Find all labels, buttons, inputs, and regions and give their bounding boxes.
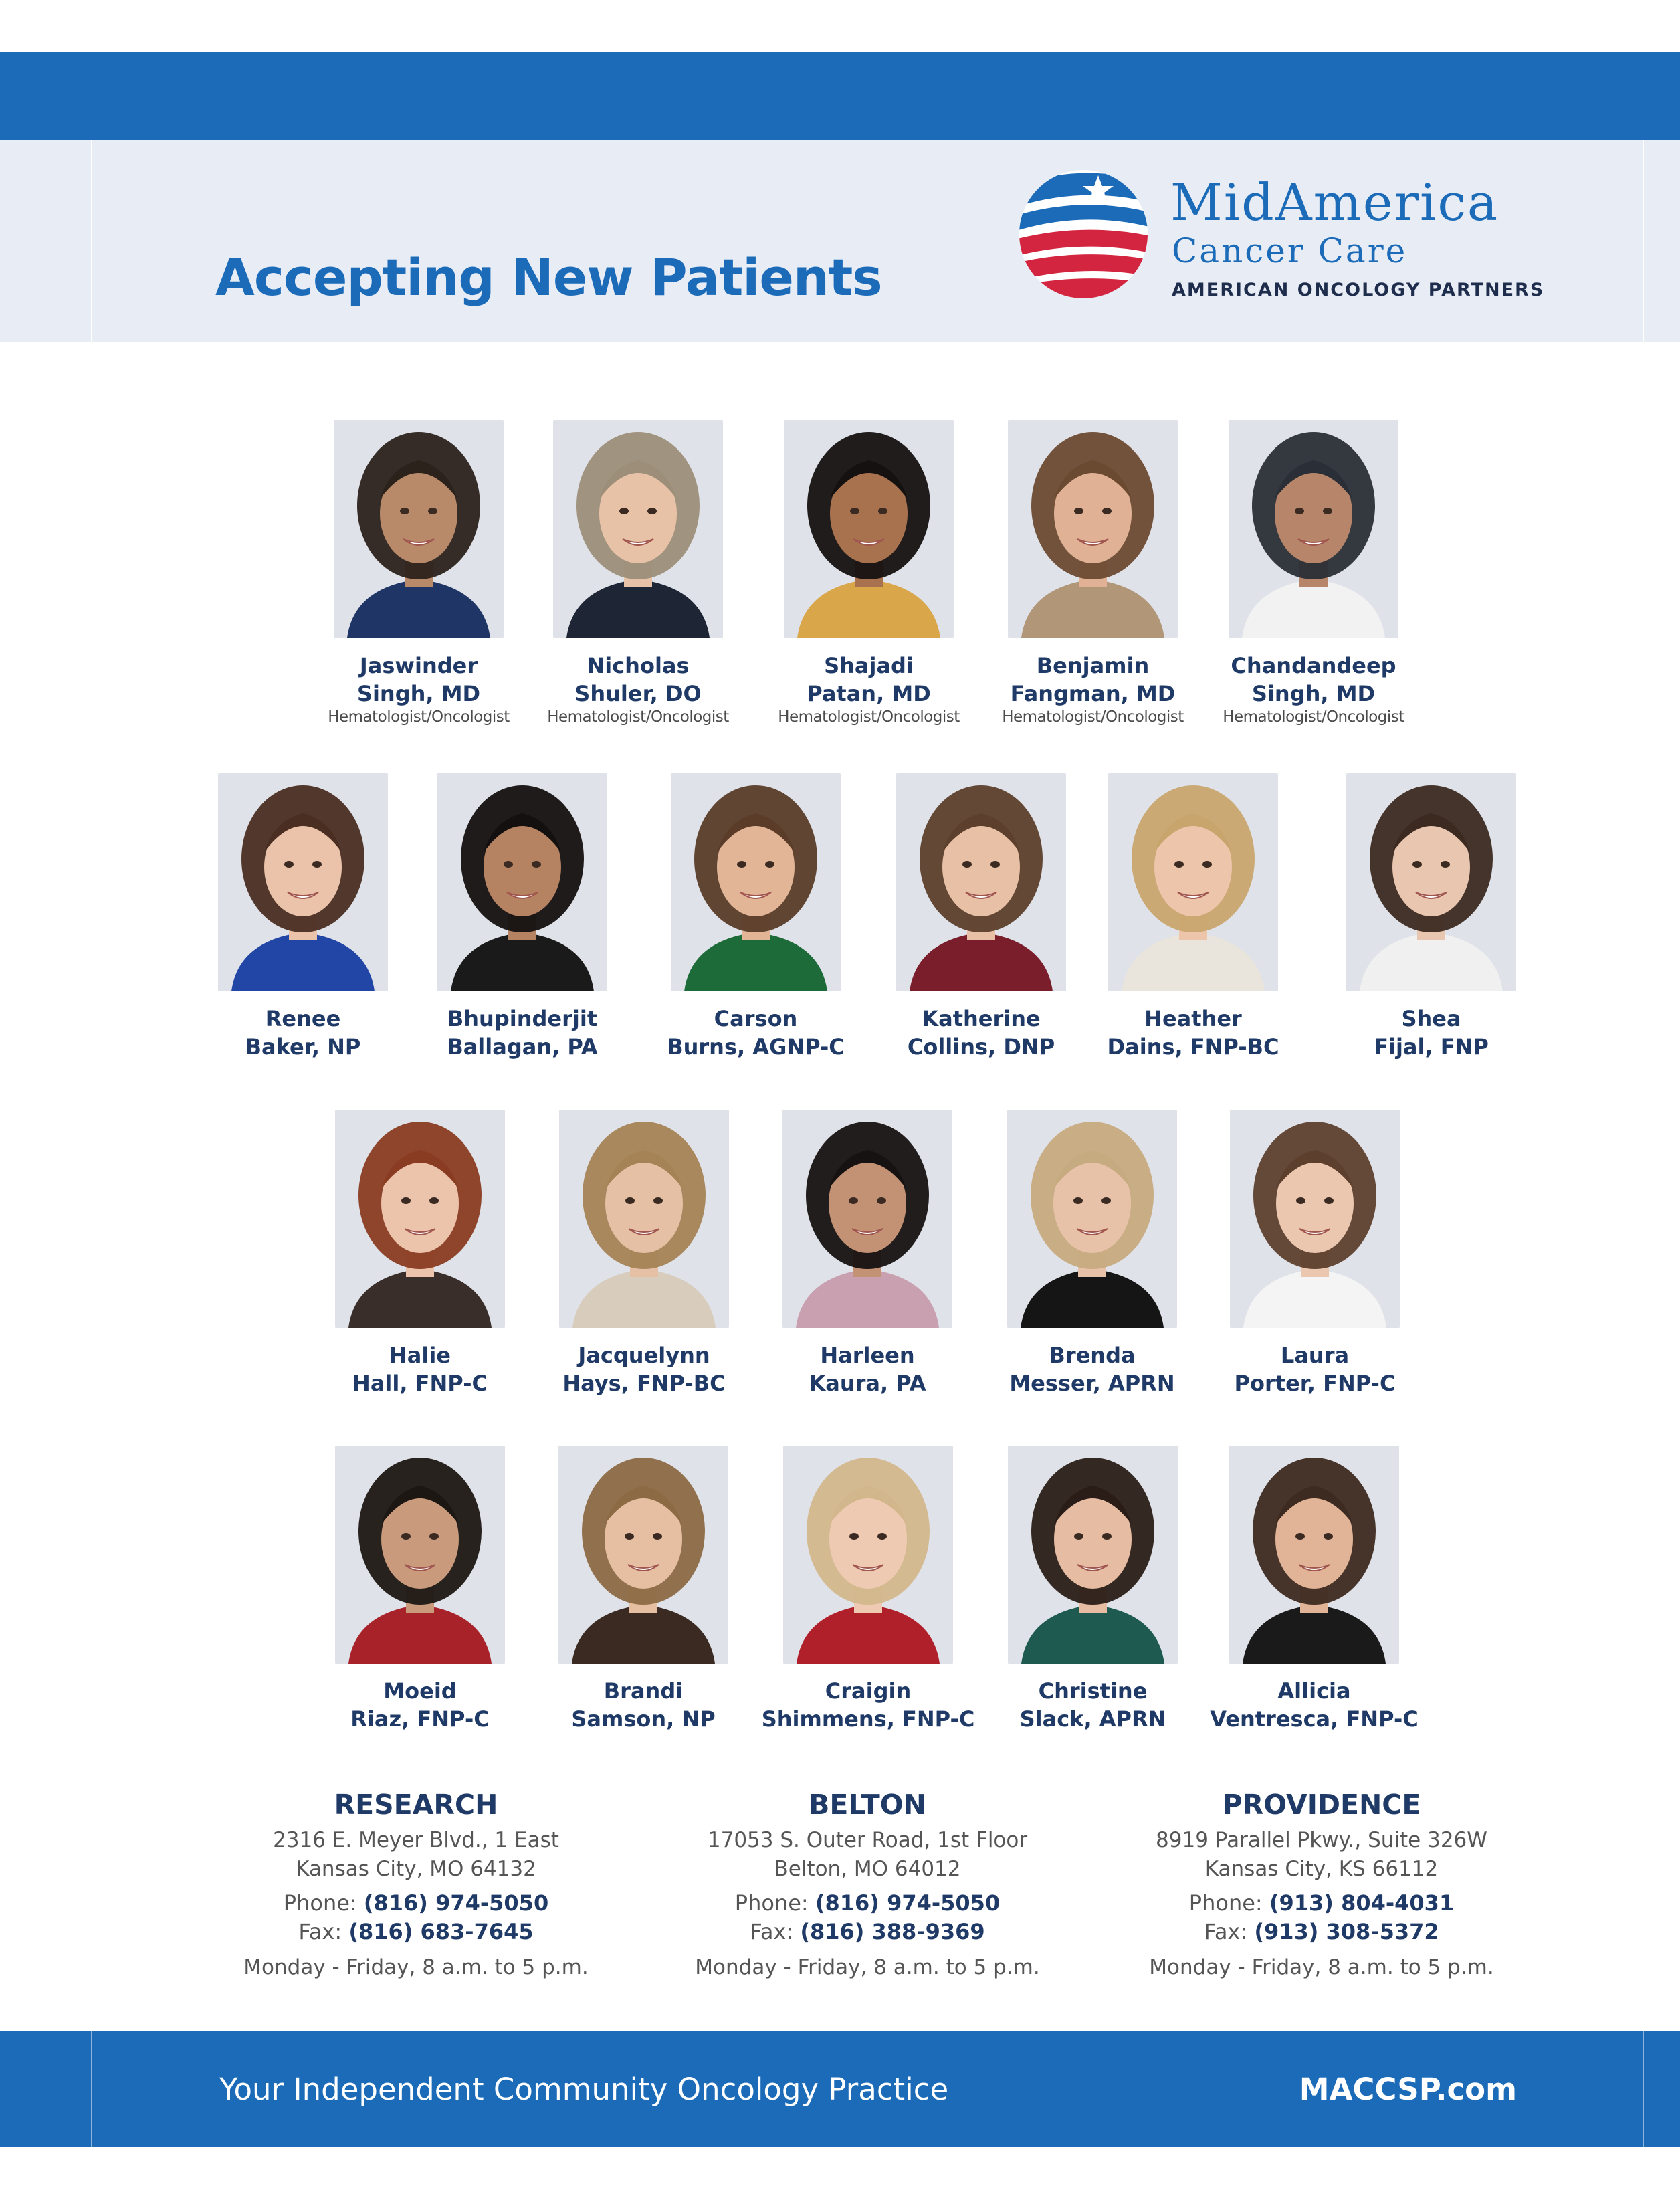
fax-number: (816) 388-9369 bbox=[800, 1919, 985, 1945]
office-hours: Monday - Friday, 8 a.m. to 5 p.m. bbox=[243, 1955, 589, 1979]
provider-specialty: Hematologist/Oncologist bbox=[547, 708, 729, 726]
provider-last-name-credential: Riaz, FNP-C bbox=[350, 1706, 490, 1732]
brand-name-line1: MidAmerica bbox=[1170, 173, 1499, 232]
provider-photo bbox=[782, 1110, 952, 1328]
brand-logo bbox=[1017, 167, 1545, 301]
provider-photo bbox=[1008, 420, 1178, 638]
provider-card bbox=[533, 1446, 754, 1733]
provider-last-name-credential: Collins, DNP bbox=[907, 1034, 1055, 1060]
fax-label: Fax: bbox=[750, 1919, 794, 1945]
provider-name bbox=[193, 1005, 413, 1061]
phone-label: Phone: bbox=[734, 1890, 809, 1916]
address-line-1: 8919 Parallel Pkwy., Suite 326W bbox=[1156, 1828, 1487, 1852]
provider-first-name: Moeid bbox=[383, 1678, 457, 1704]
provider-first-name: Benjamin bbox=[1036, 653, 1150, 678]
location-name: PROVIDENCE bbox=[1222, 1789, 1421, 1821]
provider-card bbox=[193, 773, 413, 1061]
provider-name bbox=[534, 1341, 754, 1397]
phone-number[interactable]: (816) 974-5050 bbox=[815, 1890, 1001, 1916]
phone-row bbox=[653, 1889, 1081, 1918]
provider-last-name-credential: Dains, FNP-BC bbox=[1107, 1034, 1279, 1060]
provider-photo bbox=[1108, 773, 1278, 991]
header-divider-left bbox=[91, 140, 92, 342]
provider-name bbox=[982, 1341, 1202, 1397]
provider-card bbox=[982, 1446, 1203, 1733]
provider-name bbox=[533, 1677, 754, 1733]
provider-photo bbox=[1007, 1110, 1177, 1328]
page-title: Accepting New Patients bbox=[215, 247, 882, 307]
provider-card bbox=[310, 1110, 530, 1397]
location-block bbox=[1108, 1787, 1536, 1982]
provider-name bbox=[982, 652, 1203, 708]
provider-first-name: Chandandeep bbox=[1231, 653, 1396, 678]
provider-first-name: Bhupinderjit bbox=[447, 1006, 598, 1031]
provider-card bbox=[982, 420, 1203, 726]
provider-photo bbox=[1230, 1110, 1400, 1328]
provider-name bbox=[871, 1005, 1091, 1061]
website-link[interactable]: MACCSP.com bbox=[1299, 2072, 1517, 2107]
footer-divider-left bbox=[91, 2031, 92, 2147]
location-contacts bbox=[202, 1889, 630, 1947]
provider-photo bbox=[896, 773, 1066, 991]
provider-card bbox=[645, 773, 866, 1061]
header-divider-right bbox=[1643, 140, 1644, 342]
provider-name bbox=[758, 1677, 978, 1733]
flag-globe-icon bbox=[1017, 167, 1150, 301]
location-address bbox=[1108, 1826, 1536, 1884]
provider-card bbox=[308, 420, 529, 726]
provider-specialty: Hematologist/Oncologist bbox=[328, 708, 510, 726]
location-name: RESEARCH bbox=[334, 1789, 498, 1821]
provider-card bbox=[1203, 420, 1424, 726]
provider-card bbox=[757, 1110, 978, 1397]
phone-number[interactable]: (913) 804-4031 bbox=[1269, 1890, 1455, 1916]
provider-first-name: Carson bbox=[714, 1006, 798, 1031]
provider-photo bbox=[334, 420, 504, 638]
provider-last-name-credential: Hays, FNP-BC bbox=[562, 1371, 726, 1396]
provider-name bbox=[758, 652, 979, 708]
provider-photo bbox=[783, 1446, 953, 1664]
provider-last-name-credential: Ballagan, PA bbox=[447, 1034, 598, 1060]
provider-card bbox=[1321, 773, 1542, 1061]
provider-last-name-credential: Messer, APRN bbox=[1009, 1371, 1175, 1396]
provider-name bbox=[528, 652, 748, 708]
provider-last-name-credential: Patan, MD bbox=[807, 681, 931, 706]
provider-card bbox=[1083, 773, 1303, 1061]
fax-label: Fax: bbox=[298, 1919, 342, 1945]
location-block bbox=[202, 1787, 630, 1982]
phone-label: Phone: bbox=[1188, 1890, 1263, 1916]
top-color-bar bbox=[0, 52, 1680, 140]
brand-tagline: AMERICAN ONCOLOGY PARTNERS bbox=[1172, 280, 1545, 300]
footer-tagline: Your Independent Community Oncology Practice bbox=[219, 2072, 949, 2107]
phone-number[interactable]: (816) 974-5050 bbox=[363, 1890, 549, 1916]
phone-label: Phone: bbox=[283, 1890, 357, 1916]
provider-first-name: Allicia bbox=[1277, 1678, 1351, 1704]
provider-first-name: Renee bbox=[265, 1006, 341, 1031]
provider-last-name-credential: Kaura, PA bbox=[809, 1371, 926, 1396]
provider-first-name: Christine bbox=[1038, 1678, 1148, 1704]
provider-last-name-credential: Shimmens, FNP-C bbox=[761, 1706, 975, 1732]
footer-bar bbox=[0, 2031, 1680, 2147]
footer-divider-right bbox=[1643, 2031, 1644, 2147]
provider-last-name-credential: Hall, FNP-C bbox=[352, 1371, 488, 1396]
provider-photo bbox=[1229, 420, 1398, 638]
fax-number: (913) 308-5372 bbox=[1254, 1919, 1439, 1945]
provider-last-name-credential: Singh, MD bbox=[1251, 681, 1376, 706]
provider-first-name: Halie bbox=[389, 1342, 451, 1368]
provider-first-name: Shea bbox=[1401, 1006, 1461, 1031]
fax-row bbox=[653, 1918, 1081, 1947]
provider-photo bbox=[335, 1446, 505, 1664]
provider-specialty: Hematologist/Oncologist bbox=[1002, 708, 1184, 726]
fax-row bbox=[1108, 1918, 1536, 1947]
office-hours: Monday - Friday, 8 a.m. to 5 p.m. bbox=[695, 1955, 1040, 1979]
provider-last-name-credential: Slack, APRN bbox=[1019, 1706, 1166, 1732]
provider-first-name: Jaswinder bbox=[359, 653, 478, 678]
provider-photo bbox=[218, 773, 388, 991]
provider-name bbox=[412, 1005, 633, 1061]
provider-last-name-credential: Fijal, FNP bbox=[1374, 1034, 1489, 1060]
provider-first-name: Brenda bbox=[1049, 1342, 1136, 1368]
provider-last-name-credential: Samson, NP bbox=[571, 1706, 716, 1732]
provider-last-name-credential: Ventresca, FNP-C bbox=[1210, 1706, 1419, 1732]
provider-name bbox=[757, 1341, 978, 1397]
provider-last-name-credential: Porter, FNP-C bbox=[1234, 1371, 1396, 1396]
provider-photo bbox=[1008, 1446, 1178, 1664]
address-line-2: Belton, MO 64012 bbox=[774, 1857, 961, 1881]
provider-specialty: Hematologist/Oncologist bbox=[1223, 708, 1404, 726]
provider-first-name: Jacquelynn bbox=[578, 1342, 710, 1368]
provider-photo bbox=[1346, 773, 1516, 991]
location-address bbox=[202, 1826, 630, 1884]
phone-row bbox=[202, 1889, 630, 1918]
location-name: BELTON bbox=[809, 1789, 926, 1821]
address-line-1: 2316 E. Meyer Blvd., 1 East bbox=[273, 1828, 559, 1852]
provider-name bbox=[645, 1005, 866, 1061]
location-address bbox=[653, 1826, 1081, 1884]
provider-card bbox=[758, 420, 979, 726]
provider-first-name: Katherine bbox=[922, 1006, 1041, 1031]
provider-name bbox=[1204, 1677, 1425, 1733]
provider-card bbox=[758, 1446, 978, 1733]
provider-first-name: Brandi bbox=[603, 1678, 684, 1704]
phone-row bbox=[1108, 1889, 1536, 1918]
provider-last-name-credential: Baker, NP bbox=[245, 1034, 361, 1060]
location-block bbox=[653, 1787, 1081, 1982]
provider-photo bbox=[671, 773, 841, 991]
fax-row bbox=[202, 1918, 630, 1947]
provider-first-name: Shajadi bbox=[824, 653, 914, 678]
provider-last-name-credential: Singh, MD bbox=[356, 681, 481, 706]
address-line-1: 17053 S. Outer Road, 1st Floor bbox=[707, 1828, 1028, 1852]
provider-specialty: Hematologist/Oncologist bbox=[778, 708, 960, 726]
provider-photo bbox=[558, 1446, 728, 1664]
provider-name bbox=[982, 1677, 1203, 1733]
provider-last-name-credential: Burns, AGNP-C bbox=[667, 1034, 845, 1060]
provider-card bbox=[412, 773, 633, 1061]
provider-first-name: Heather bbox=[1144, 1006, 1242, 1031]
provider-card bbox=[982, 1110, 1202, 1397]
fax-number: (816) 683-7645 bbox=[348, 1919, 534, 1945]
location-contacts bbox=[1108, 1889, 1536, 1947]
provider-card bbox=[528, 420, 748, 726]
provider-name bbox=[310, 1677, 530, 1733]
address-line-2: Kansas City, KS 66112 bbox=[1204, 1857, 1439, 1881]
provider-name bbox=[310, 1341, 530, 1397]
fax-label: Fax: bbox=[1204, 1919, 1248, 1945]
provider-first-name: Laura bbox=[1280, 1342, 1350, 1368]
provider-name bbox=[1083, 1005, 1303, 1061]
brand-name-line2: Cancer Care bbox=[1172, 231, 1408, 270]
provider-last-name-credential: Shuler, DO bbox=[574, 681, 702, 706]
provider-last-name-credential: Fangman, MD bbox=[1010, 681, 1176, 706]
provider-name bbox=[1204, 1341, 1425, 1397]
provider-card bbox=[871, 773, 1091, 1061]
provider-photo bbox=[559, 1110, 729, 1328]
provider-card bbox=[534, 1110, 754, 1397]
provider-photo bbox=[553, 420, 723, 638]
address-line-2: Kansas City, MO 64132 bbox=[296, 1857, 536, 1881]
provider-photo bbox=[1229, 1446, 1399, 1664]
location-contacts bbox=[653, 1889, 1081, 1947]
provider-first-name: Craigin bbox=[825, 1678, 912, 1704]
provider-card bbox=[310, 1446, 530, 1733]
provider-name bbox=[1321, 1005, 1542, 1061]
provider-card bbox=[1204, 1446, 1425, 1733]
provider-name bbox=[308, 652, 529, 708]
provider-photo bbox=[437, 773, 607, 991]
provider-first-name: Harleen bbox=[820, 1342, 915, 1368]
provider-first-name: Nicholas bbox=[587, 653, 690, 678]
provider-photo bbox=[784, 420, 954, 638]
provider-card bbox=[1204, 1110, 1425, 1397]
office-hours: Monday - Friday, 8 a.m. to 5 p.m. bbox=[1149, 1955, 1494, 1979]
provider-photo bbox=[335, 1110, 505, 1328]
provider-name bbox=[1203, 652, 1424, 708]
